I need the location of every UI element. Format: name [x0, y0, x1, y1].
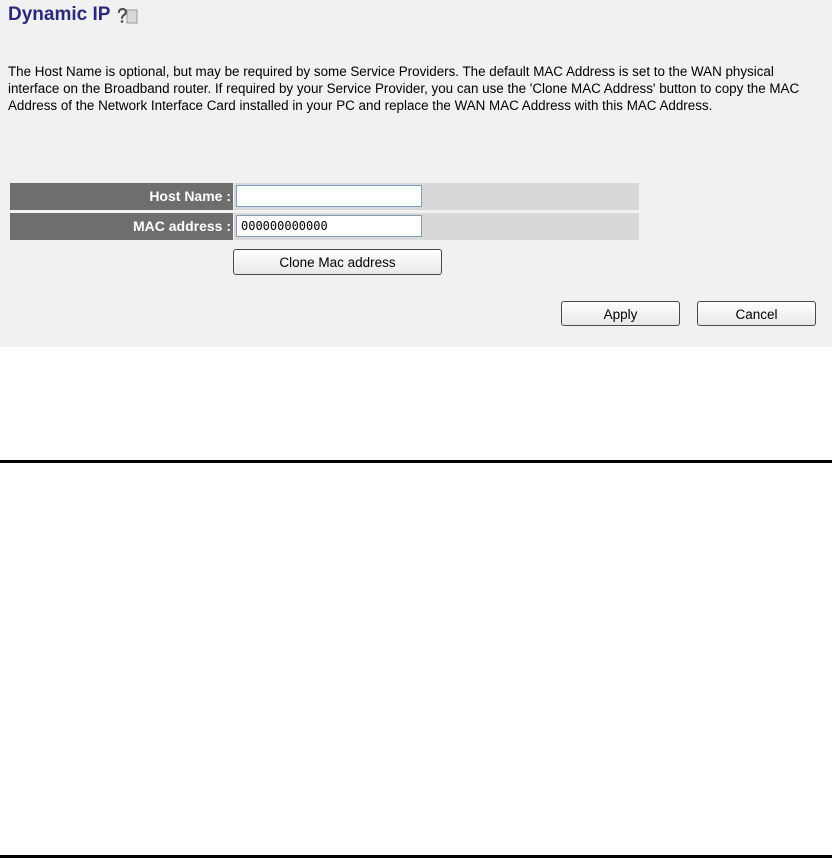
- host-name-cell: [234, 183, 639, 210]
- host-name-input[interactable]: [236, 185, 422, 207]
- mac-address-input[interactable]: [236, 215, 422, 237]
- host-name-row: [10, 183, 639, 212]
- help-question-icon[interactable]: [116, 6, 138, 24]
- mac-address-label: MAC address :: [10, 213, 233, 240]
- dynamic-ip-panel: [0, 0, 832, 347]
- description-text: The Host Name is optional, but may be required by some Service Providers. The default MAC Address is set to the WAN physical interface on the Broadband router. If required by your Service Provider, you can use the 'Clone MAC Address' button to copy the MAC Address of the Network Interface Card installed in your PC and replace the WAN MAC Address with this MAC Address.: [8, 64, 800, 113]
- horizontal-rule-bottom: [0, 855, 832, 858]
- cancel-button[interactable]: Cancel: [697, 301, 816, 326]
- mac-address-row: [10, 213, 639, 242]
- clone-mac-address-button[interactable]: Clone Mac address: [233, 249, 442, 275]
- page-title-text: Dynamic IP: [8, 4, 111, 25]
- apply-button[interactable]: Apply: [561, 301, 680, 326]
- horizontal-rule-top: [0, 460, 832, 463]
- mac-address-cell: [234, 213, 639, 240]
- wan-settings-form: [10, 183, 639, 234]
- page-title: [8, 4, 138, 26]
- host-name-label: Host Name :: [10, 183, 233, 210]
